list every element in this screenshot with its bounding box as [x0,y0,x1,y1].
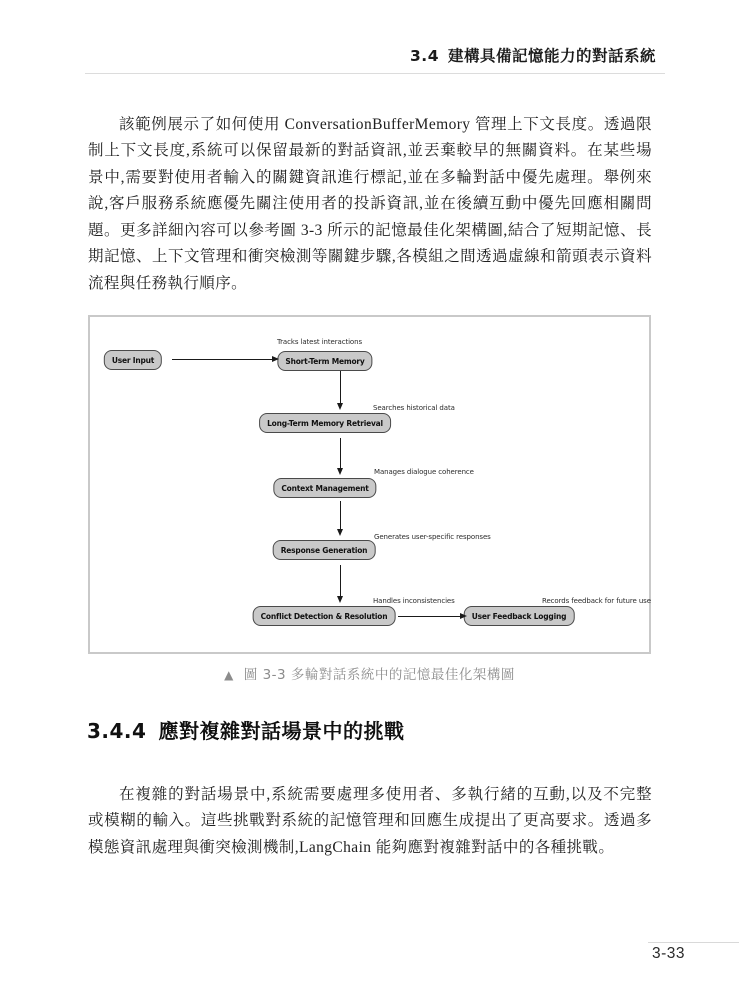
page-number: 3-33 [652,945,686,962]
node-response-generation: Response Generation [273,540,376,560]
body-paragraph-1: 該範例展示了如何使用 ConversationBufferMemory 管理上下文長度。透過限制上下文長度,系統可以保留最新的對話資訊,並丟棄較早的無關資料。在某些場景中,需要對使用者輸入的關鍵資訊進行標記,並在多輪對話中優先處理。舉例來說,客戶服務系統應優先關注使用者的投訴資訊,並在後續互動中優先回應相關問題。更多詳細內容可以參考圖 3-3 所示的記憶最佳化架構圖,結合了短期記憶、長期記憶、上下文管理和衝突檢測等關鍵步驟,各模組之間透過虛線和箭頭表示資料流程與任務執行順序。 [88,115,652,293]
edge-label-records-feedback-for-future-use: Records feedback for future use [542,597,651,605]
edge-label-manages-dialogue-coherence: Manages dialogue coherence [374,468,474,476]
arrowhead-context-to-response [337,529,343,536]
running-header-section-title: 建構具備記憶能力的對話系統 [447,47,656,65]
node-short-term-memory: Short-Term Memory [277,351,372,371]
arrow-line-long-term-to-context [340,438,341,468]
section-heading-number: 3.4.4 [87,719,147,743]
node-conflict-detection-resolution: Conflict Detection & Resolution [253,606,396,626]
running-header [410,44,656,66]
figure-caption [88,663,651,683]
arrow-line-user-input-to-short-term [172,359,272,360]
figure-3-3-flowchart [88,315,651,654]
figure-caption-text: 圖 3-3 多輪對話系統中的記憶最佳化架構圖 [243,667,515,683]
arrow-line-context-to-response [340,501,341,529]
caption-triangle-icon: ▲ [224,668,234,682]
node-user-feedback-logging: User Feedback Logging [464,606,575,626]
header-rule [85,73,665,74]
arrowhead-user-input-to-short-term [272,356,279,362]
node-context-management: Context Management [273,478,376,498]
footer-rule [648,942,739,943]
node-user-input: User Input [104,350,162,370]
node-long-term-memory-retrieval: Long-Term Memory Retrieval [259,413,391,433]
arrowhead-response-to-conflict [337,596,343,603]
edge-label-generates-user-specific-responses: Generates user-specific responses [374,533,491,541]
section-heading-title: 應對複雜對話場景中的挑戰 [158,719,405,743]
arrow-line-conflict-to-feedback [398,616,460,617]
section-heading [87,715,404,744]
arrow-line-short-term-to-long-term [340,371,341,403]
body-paragraph-2: 在複雜的對話場景中,系統需要處理多使用者、多執行緒的互動,以及不完整或模糊的輸入。這些挑戰對系統的記憶管理和回應生成提出了更高要求。透過多模態資訊處理與衝突檢測機制,LangChain 能夠應對複雜對話中的各種挑戰。 [88,785,652,856]
arrowhead-conflict-to-feedback [460,613,467,619]
edge-label-tracks-latest-interactions: Tracks latest interactions [277,338,362,346]
edge-label-searches-historical-data: Searches historical data [373,404,455,412]
edge-label-handles-inconsistencies: Handles inconsistencies [373,597,455,605]
arrowhead-long-term-to-context [337,468,343,475]
arrowhead-short-term-to-long-term [337,403,343,410]
running-header-section-number: 3.4 [410,47,439,65]
arrow-line-response-to-conflict [340,565,341,596]
